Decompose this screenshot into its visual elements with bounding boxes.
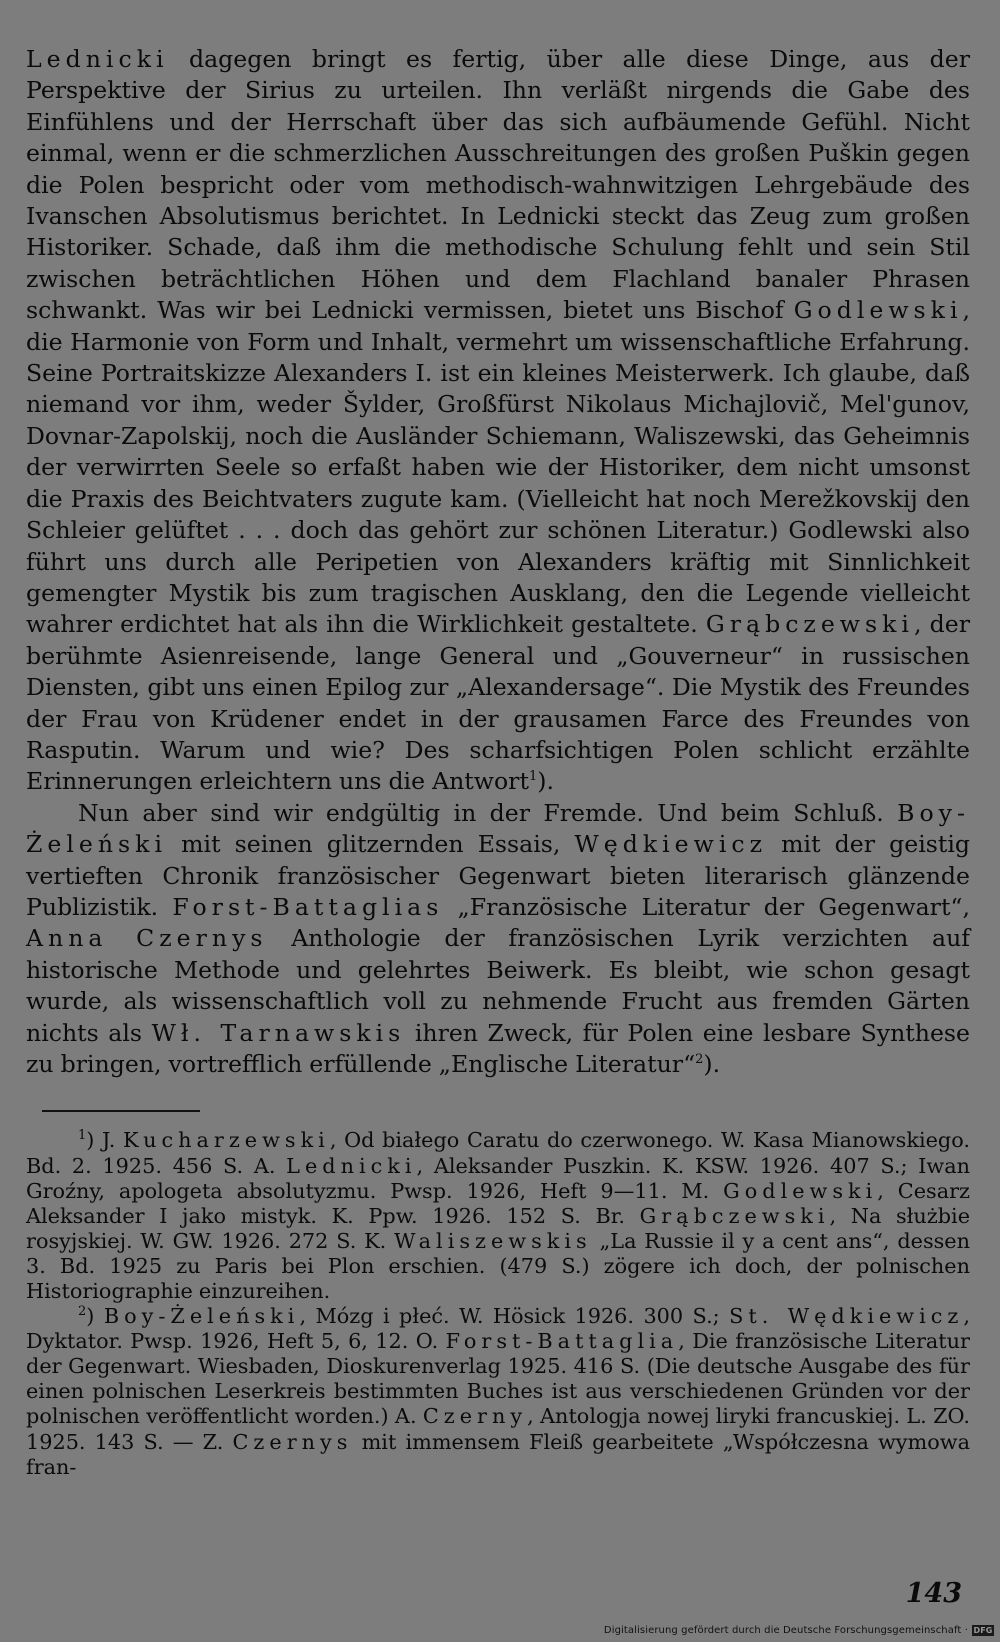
spaced-name: Godlewski (793, 296, 963, 325)
digitization-credit (604, 1625, 994, 1636)
spaced-name: Forst-Battaglia (445, 1329, 679, 1354)
spaced-name: Waliszewskis (394, 1228, 592, 1253)
body-text (26, 44, 970, 1080)
spaced-name: Czernys (232, 1429, 353, 1454)
footnote-1: $^1$) J. Kucharzewski, Od białego Caratu do czerwonego. W. Kasa Mianowskiego. Bd. 2. 1925. 456 S. A. Lednicki, Aleksander Puszkin. K. KSW. 1926. 407 S.; Iwan Groźny, apologeta absolutyzmu. Pwsp. 1926, Heft 9—11. M. Godlewski, Cesarz Aleksander I jako mistyk. K. Ppw. 1926. 152 S. Br. Grąbczewski, Na służbie rosyjskiej. W. GW. 1926. 272 S. K. Waliszewskis „La Russie il y a cent ans“, dessen 3. Bd. 1925 zu Paris bei Plon erschien. (479 S.) zögere ich doch, der polnischen Historiographie einzureihen. (26, 1128, 971, 1303)
footnote-rule (42, 1110, 200, 1112)
spaced-name: Forst-Battaglias (172, 892, 444, 921)
spaced-name: Boy-Żeleński (103, 1304, 300, 1329)
paragraph: Lednicki dagegen bringt es fertig, über alle diese Dinge, aus der Perspektive der Sirius zu urteilen. Ihn verläßt nirgends die Gabe des Einfühlens und der Herrschaft über das sich aufbäumende Gefühl. Nicht einmal, wenn er die schmerzlichen Ausschreitungen des großen Puškin gegen die Polen bespricht oder vom methodisch-wahnwitzigen Lehrgebäude des Ivanschen Absolutismus berichtet. In Lednicki steckt das Zeug zum großen Historiker. Schade, daß ihm die methodische Schulung fehlt und sein Stil zwischen beträchtlichen Höhen und dem Flachland banaler Phrasen schwankt. Was wir bei Lednicki vermissen, bietet uns Bischof Godlewski, die Harmonie von Form und Inhalt, vermehrt um wissenschaftliche Erfahrung. Seine Portraitskizze Alexanders I. ist ein kleines Meisterwerk. Ich glaube, daß niemand vor ihm, weder Šylder, Großfürst Nikolaus Michajlovič, Mel'gunov, Dovnar-Zapolskij, noch die Ausländer Schiemann, Waliszewski, das Geheimnis der verwirrten Seele so erfaßt haben wie der Historiker, dem nicht umsonst die Praxis des Beichtvaters zugute kam. (Vielleicht hat noch Merežkovskij den Schleier gelüftet . . . doch das gehört zur schönen Literatur.) Godlewski also führt uns durch alle Peripetien von Alexanders kräftig mit Sinnlichkeit gemengter Mystik bis zum tragischen Ausklang, den die Legende vielleicht wahrer erdichtet hat als ihn die Wirklichkeit gestaltete. Grąbczewski, der berühmte Asienreisende, lange General und „Gouverneur“ in russischen Diensten, gibt uns einen Epilog zur „Alexandersage“. Die Mystik des Freundes der Frau von Krüdener endet in der grausamen Farce des Freundes von Rasputin. Warum und wie? Des scharfsichtigen Polen schlicht erzählte Erinnerungen erleichtern uns die Antwort$^1$). (26, 45, 970, 796)
page-number: 143 (905, 1578, 962, 1609)
footnote-marker: 1 (528, 769, 538, 785)
spaced-name: Grąbczewski (639, 1203, 830, 1228)
spaced-name: Wł. Tarnawskis (151, 1018, 406, 1047)
footnote-marker: 1 (78, 1128, 87, 1144)
footnote-marker: 2 (695, 1052, 704, 1068)
spaced-name: Czerny (422, 1404, 528, 1429)
spaced-name: Kucharzewski (122, 1128, 330, 1153)
credit-text: Digitalisierung gefördert durch die Deutsche Forschungsgemeinschaft · (603, 1625, 968, 1636)
spaced-name: Lednicki (286, 1153, 417, 1178)
spaced-name: Wędkiewicz (574, 830, 768, 859)
page (26, 44, 970, 1480)
paragraph: Nun aber sind wir endgültig in der Fremde. Und beim Schluß. Boy-Żeleński mit seinen glitzernden Essais, Wędkiewicz mit der geistig vertieften Chronik französischer Gegenwart bieten literarisch glänzende Publizistik. Forst-Battaglias „Französische Literatur der Gegenwart“, Anna Czernys Anthologie der französischen Lyrik verzichten auf historische Methode und gelehrtes Beiwerk. Es bleibt, wie schon gesagt wurde, als wissenschaftlich voll zu nehmende Frucht aus fremden Gärten nichts als Wł. Tarnawskis ihren Zweck, für Polen eine lesbare Synthese zu bringen, vortrefflich erfüllende „Englische Literatur“$^2$). (26, 798, 970, 1078)
footnote-2: $^2$) Boy-Żeleński, Mózg i płeć. W. Hösick 1926. 300 S.; St. Wędkiewicz, Dyktator. Pwsp. 1926, Heft 5, 6, 12. O. Forst-Battaglia, Die französische Literatur der Gegenwart. Wiesbaden, Dioskurenverlag 1925. 416 S. (Die deutsche Ausgabe des für einen polnischen Leserkreis bestimmten Buches ist aus verschiedenen Gründen vor der polnischen veröffentlicht worden.) A. Czerny, Antologja nowej liryki francuskiej. L. ZO. 1925. 143 S. — Z. Czernys mit immensem Fleiß gearbeitete „Współczesna wymowa fran- (26, 1304, 970, 1479)
spaced-name: Anna Czernys (26, 924, 268, 953)
spaced-name: St. Wędkiewicz (729, 1304, 964, 1329)
spaced-name: Lednicki (26, 45, 169, 73)
dfg-logo-icon: DFG (973, 1626, 993, 1635)
spaced-name: Boy-Żeleński (26, 798, 970, 859)
footnotes (26, 1128, 970, 1479)
spaced-name: Grąbczewski (705, 610, 914, 639)
footnote-marker: 2 (78, 1304, 87, 1320)
spaced-name: Godlewski (723, 1178, 878, 1203)
